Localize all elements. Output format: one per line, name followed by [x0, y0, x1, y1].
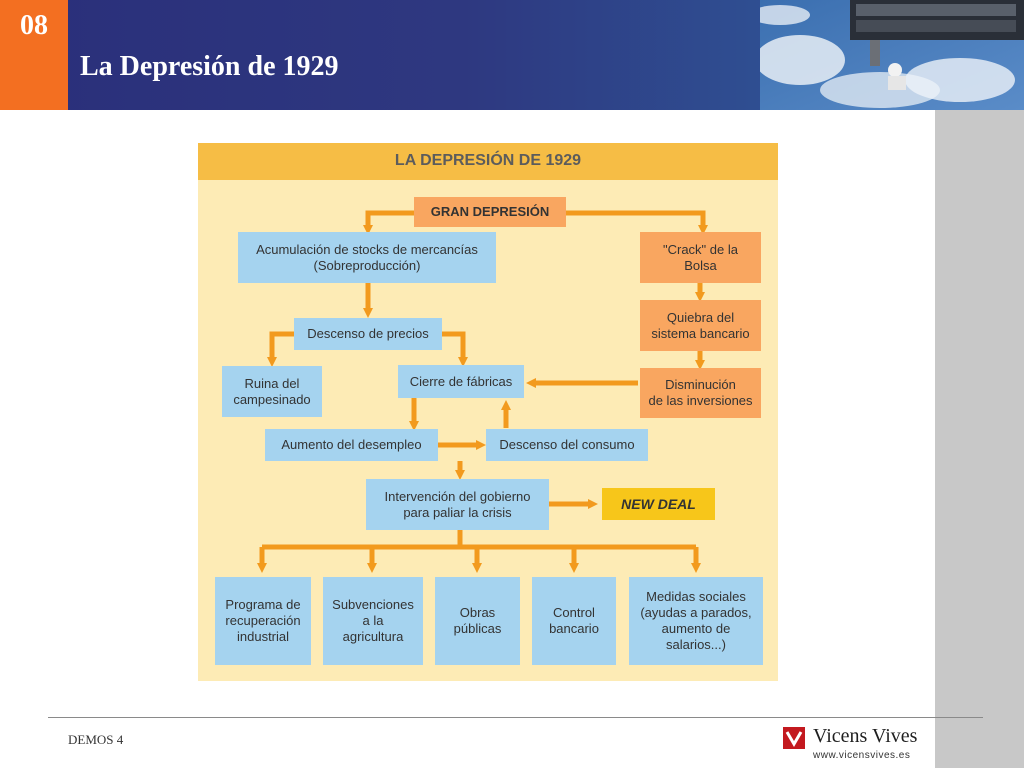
- node-control: Control bancario: [532, 577, 616, 665]
- node-quiebra: Quiebra del sistema bancario: [640, 300, 761, 351]
- arrow-gran-to-acumulacion: [368, 213, 415, 230]
- slide-header: [0, 0, 1024, 110]
- logo-url: www.vicensvives.es: [813, 750, 911, 761]
- logo-name: Vicens Vives: [813, 725, 918, 747]
- node-ruina: Ruina del campesinado: [222, 366, 322, 417]
- node-disminucion: Disminución de las inversiones: [640, 368, 761, 418]
- side-strip: [935, 110, 1024, 768]
- node-programa: Programa de recuperación industrial: [215, 577, 311, 665]
- node-crack: "Crack" de la Bolsa: [640, 232, 761, 283]
- node-subvenciones: Subvenciones a la agricultura: [323, 577, 423, 665]
- node-gran-depresion: GRAN DEPRESIÓN: [414, 197, 566, 227]
- arrow-gran-to-crack: [566, 213, 703, 230]
- node-cierre: Cierre de fábricas: [398, 365, 524, 398]
- node-descenso-precios: Descenso de precios: [294, 318, 442, 350]
- node-consumo: Descenso del consumo: [486, 429, 648, 461]
- chapter-badge: [0, 0, 68, 110]
- node-desempleo: Aumento del desempleo: [265, 429, 438, 461]
- footer-label: DEMOS 4: [68, 732, 124, 747]
- node-obras: Obras públicas: [435, 577, 520, 665]
- node-new-deal: NEW DEAL: [602, 488, 715, 520]
- footer-divider: [48, 717, 983, 718]
- node-medidas: Medidas sociales (ayudas a parados, aumento de salarios...): [629, 577, 763, 665]
- diagram-title: LA DEPRESIÓN DE 1929: [394, 152, 582, 169]
- vicens-vives-logo: [783, 725, 933, 763]
- arrow-precios-to-cierre: [441, 334, 463, 362]
- astronaut-space-photo: [760, 0, 1024, 110]
- depression-diagram: [198, 143, 778, 681]
- node-acumulacion: Acumulación de stocks de mercancías (Sobreproducción): [238, 232, 496, 283]
- logo-mark-icon: [783, 727, 805, 749]
- chapter-number: 08: [20, 10, 48, 41]
- arrow-precios-to-ruina: [272, 334, 295, 362]
- page-title: La Depresión de 1929: [80, 51, 339, 82]
- node-intervencion: Intervención del gobierno para paliar la crisis: [366, 479, 549, 530]
